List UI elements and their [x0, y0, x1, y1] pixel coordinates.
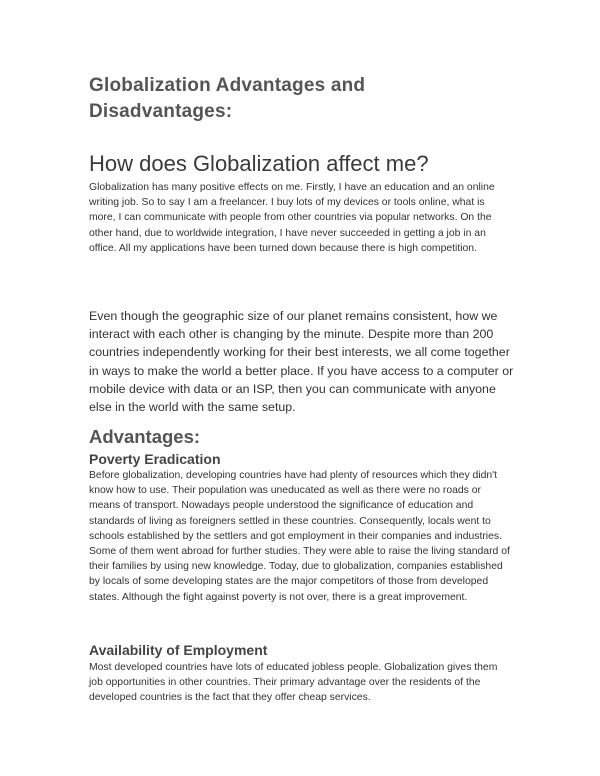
document-title: Globalization Advantages and Disadvantages: [89, 75, 366, 122]
advantages-heading: Advantages: [89, 426, 201, 447]
paragraph-personal-effects: Globalization has many positive effects on me. Firstly, I have an education and an online writing job. So to say I am a freelancer. I buy lots of my devices or tools online, what is more, I can communicate with people from other countries via popular networks. On the other hand, due to worldwide integration, I have never succeeded in getting a job in an office. All my applications have been turned down because there is high competition. [89, 182, 495, 254]
section-body-poverty-eradication: Before globalization, developing countries have had plenty of resources which they didn't know how to use. Their population was uneducated as well as there were no roads or means of transport. Nowadays people understood the significance of education and standards of living as foreigners settled in these countries. Consequently, locals went to schools established by the settlers and got employment in their companies and industries. Some of them went abroad for further studies. They were able to raise the living standard of their families by using new knowledge. Today, due to globalization, companies established by locals of some developing states are the major competitors of those from developed states. Although the fight against poverty is not over, there is a great improvement. [89, 470, 510, 603]
paragraph-geographic-size: Even though the geographic size of our planet remains consistent, how we interact with each other is changing by the minute. Despite more than 200 countries independently working for their best interests, we all come together in ways to make the world a better place. If you have access to a computer or mobile device with data or an ISP, then you can communicate with anyone else in the world with the same setup. [89, 309, 514, 415]
section-body-availability-of-employment: Most developed countries have lots of educated jobless people. Globalization gives them job opportunities in other countries. Their primary advantage over the residents of the developed countries is the fact that they offer cheap services. [89, 662, 498, 704]
heading-how-globalization-affects-me: How does Globalization affect me? [89, 151, 429, 176]
section-heading-poverty-eradication: Poverty Eradication [89, 451, 221, 467]
section-heading-availability-of-employment: Availability of Employment [89, 642, 268, 658]
